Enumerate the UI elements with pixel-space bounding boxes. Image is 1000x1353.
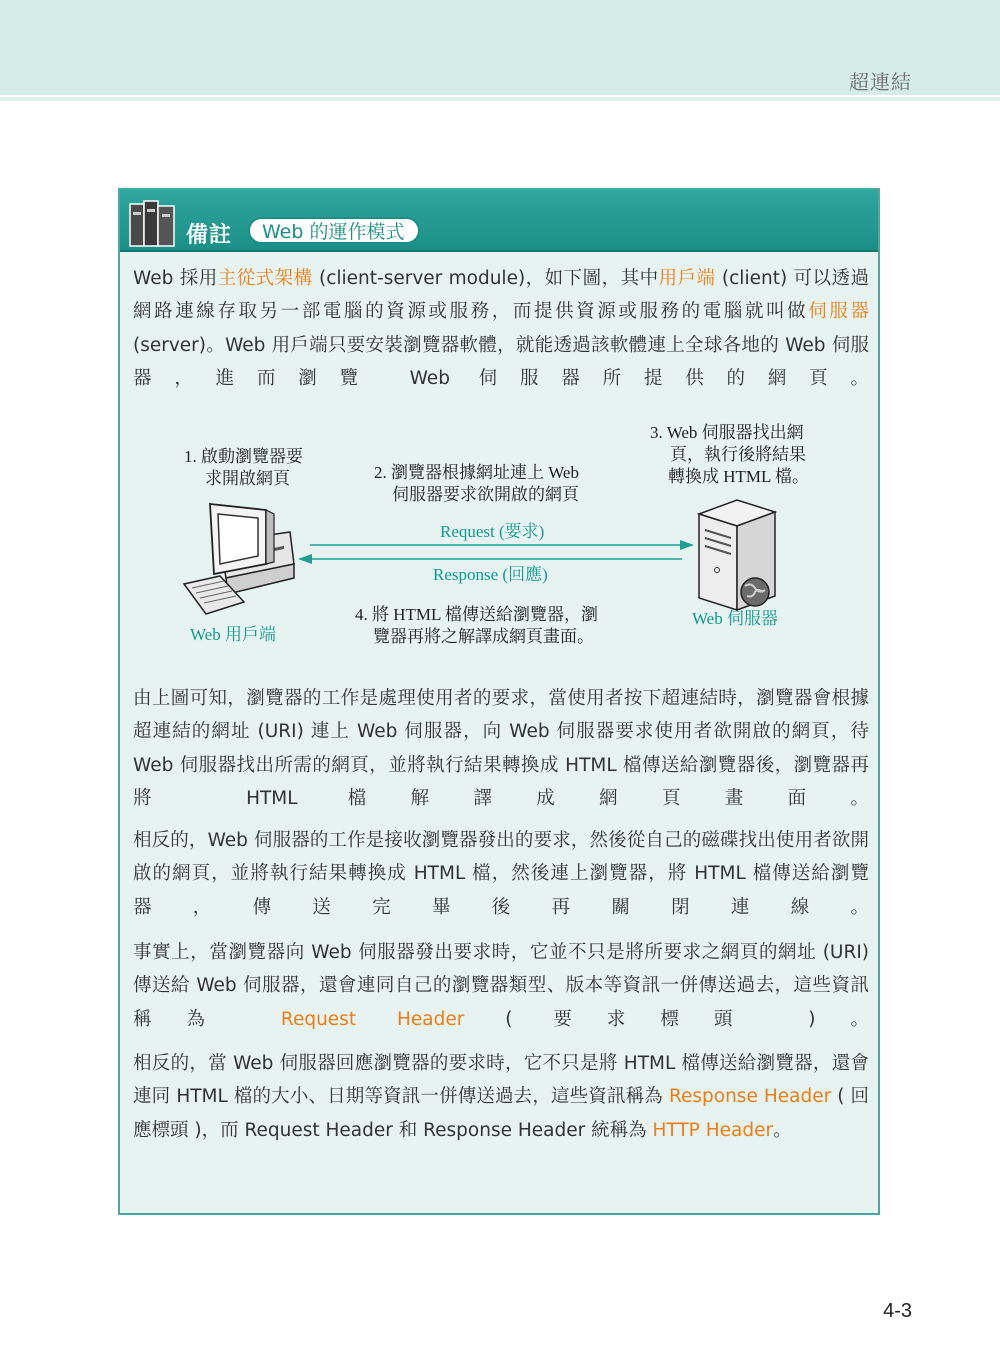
p3-text: 事實上，當瀏覽器向 Web 伺服器發出要求時，它並不只是將所要求之網頁的網址 (URI) 傳送給 Web 伺服器，還會連同自己的瀏覽器類型、版本等資訊一併傳送過去，這些資訊稱為 xyxy=(133,942,869,1030)
step4-line2: 覽器再將之解譯成網頁畫面。 xyxy=(373,627,594,646)
p4-highlight-term: HTTP Header xyxy=(652,1119,774,1141)
client-computer-icon xyxy=(180,502,300,620)
paragraph-browser-role: 由上圖可知，瀏覽器的工作是處理使用者的要求，當使用者按下超連結時，瀏覽器會根據超連結的網址 (URI) 連上 Web 伺服器，向 Web 伺服器要求使用者欲開啟的網頁，待 Web 伺服器找出所需的網頁，並將執行結果轉換成 HTML 檔傳送給瀏覽器後，瀏覽器再將 HTML 檔解譯成網頁畫面。 xyxy=(133,688,869,809)
client-label: Web 用戶端 xyxy=(190,625,276,644)
note-box xyxy=(118,188,880,1215)
paragraph-request-header xyxy=(133,936,869,1036)
response-label: Response (回應) xyxy=(433,565,548,584)
p4-text: 。 xyxy=(773,1119,792,1141)
intro-text: (client) 可以透過網路連線存取另一部電腦的資源或服務，而提供資源或服務的電腦就叫做 xyxy=(133,268,869,323)
paragraph-response-header xyxy=(133,1047,869,1147)
request-response-arrows xyxy=(296,538,696,566)
step4-line1: 4. 將 HTML 檔傳送給瀏覽器，瀏 xyxy=(355,605,599,624)
intro-text: (server)。Web 用戶端只要安裝瀏覽器軟體，就能透過該軟體連上全球各地的 Web 伺服器，進而瀏覽 Web 伺服器所提供的網頁。 xyxy=(133,334,869,389)
books-icon xyxy=(128,198,180,248)
server-icon xyxy=(695,496,787,616)
step1-line1: 1. 啟動瀏覽器要 xyxy=(184,447,303,466)
page-number: 4-3 xyxy=(883,1300,912,1322)
paragraph-server-role: 相反的，Web 伺服器的工作是接收瀏覽器發出的要求，然後從自己的磁碟找出使用者欲開啟的網頁，並將執行結果轉換成 HTML 檔，然後連上瀏覽器，將 HTML 檔傳送給瀏覽器，傳送完畢後再關閉連線。 xyxy=(133,830,869,918)
intro-highlight-term: 主從式架構 xyxy=(217,268,313,289)
request-label: Request (要求) xyxy=(440,522,545,541)
p4-highlight-term: Response Header xyxy=(668,1086,832,1108)
intro-text: (client-server module)，如下圖，其中 xyxy=(312,268,659,289)
p4-text: 相反的，當 Web 伺服器回應瀏覽器的要求時，它不只是將 HTML 檔傳送給瀏覽器，還會連同 HTML 檔的大小、日期等資訊一併傳送過去，這些資訊稱為 xyxy=(133,1053,869,1108)
intro-paragraph xyxy=(133,262,869,395)
note-header xyxy=(120,190,878,252)
p3-text: ( 要求標頭 )。 xyxy=(464,1008,869,1030)
web-flow-diagram xyxy=(120,418,878,658)
step2-line1: 2. 瀏覽器根據網址連上 Web xyxy=(374,463,579,482)
step2-line2: 伺服器要求欲開啟的網頁 xyxy=(392,485,579,504)
server-label: Web 伺服器 xyxy=(692,609,778,628)
chapter-title: 超連結 xyxy=(849,70,912,94)
step3-line2: 頁，執行後將結果 xyxy=(670,445,806,464)
note-label: 備註 xyxy=(186,223,233,248)
p4-text: ( 回應標頭 )，而 Request Header 和 Response Header 統稱為 xyxy=(133,1086,870,1141)
step1-line2: 求開啟網頁 xyxy=(205,469,290,488)
intro-highlight-term: 用戶端 xyxy=(658,268,716,289)
note-title: Web 的運作模式 xyxy=(248,217,420,244)
top-divider-line xyxy=(0,97,1000,101)
p3-highlight-term: Request Header xyxy=(280,1008,465,1030)
intro-text: Web 採用 xyxy=(133,268,218,289)
step3-line3: 轉換成 HTML 檔。 xyxy=(668,467,810,486)
intro-highlight-term: 伺服器 xyxy=(808,301,869,323)
step3-line1: 3. Web 伺服器找出網 xyxy=(650,423,804,442)
